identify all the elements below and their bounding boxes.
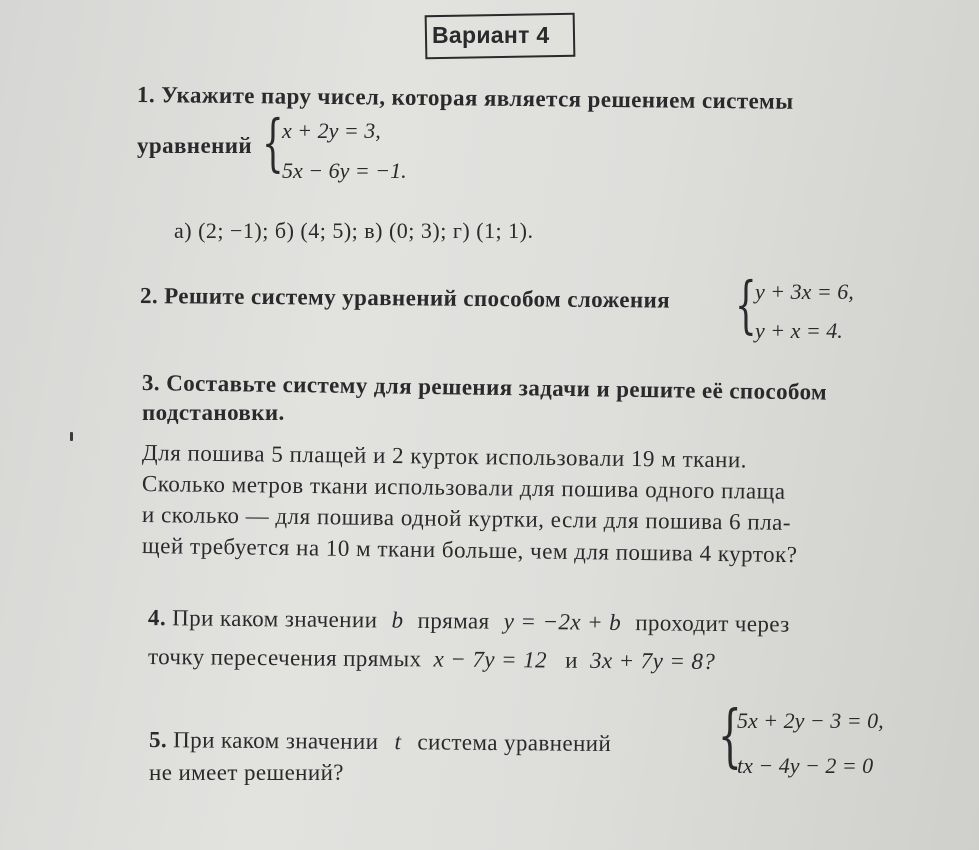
q4-number: 4. [147,605,167,631]
q5-line1 [149,727,611,757]
q5-brace: { [718,697,742,776]
q5-var-t: t [394,729,402,755]
q1-text-line2: уравнений [137,133,253,158]
q3-number: 3. [141,370,161,396]
q2-line [140,283,670,314]
q1-brace: { [262,106,284,179]
q4-line2-text: точку пересечения прямых [147,644,422,672]
q1-line1 [137,82,794,115]
q3-problem-line4: щей требуется на 10 м ткани больше, чем для пошива 4 курток? [141,533,798,568]
q4-eq1: x − 7y = 12 [433,646,548,673]
q4-eq2: 3x + 7y = 8? [589,647,716,674]
q5-eq1: 5x + 2y − 3 = 0, [737,708,884,733]
q2-eq2: y + x = 4. [755,318,843,343]
q3-problem-line3: и сколько — для пошива одной куртки, если для пошива 6 пла- [141,502,792,535]
q2-number: 2. [139,283,159,309]
q4-text-c: проходит через [635,610,790,637]
pen-mark [70,432,73,441]
variant-title: Вариант 4 [432,22,550,48]
q4-line1 [148,605,790,638]
q3-problem-line1: Для пошива 5 плащей и 2 курток использовали 19 м ткани. [141,440,748,473]
q4-var-b: b [391,607,404,633]
q4-line2 [148,644,715,675]
q4-line-equation: y = −2x + b [503,608,622,635]
q2-brace: { [735,268,757,341]
q4-and: и [565,647,578,673]
q1-eq2: 5x − 6y = −1. [282,158,407,183]
q4-text-b: прямая [417,607,490,634]
q1-eq1: x + 2y = 3, [282,118,381,143]
q1-answers: а) (2; −1); б) (4; 5); в) (0; 3); г) (1; 1). [174,218,534,243]
q3-problem-line2: Сколько метров ткани использовали для пошива одного плаща [141,471,786,504]
q4-text-a: При каком значении [172,605,378,633]
q5-line2: не имеет решений? [149,760,344,785]
q3-text-line1: Составьте систему для решения задачи и решите её способом [166,370,828,405]
q3-text-line2: подстановки. [142,400,285,425]
q2-text: Решите систему уравнений способом сложения [164,283,671,313]
q5-text-a: При каком значении [173,727,379,755]
q5-number: 5. [148,727,168,753]
q1-text-line1: Укажите пару чисел, которая является решением системы [161,82,794,114]
q5-text-b: система уравнений [417,729,612,757]
q1-number: 1. [136,82,156,108]
q2-eq1: y + 3x = 6, [755,279,854,304]
q5-eq2: tx − 4y − 2 = 0 [737,753,874,778]
